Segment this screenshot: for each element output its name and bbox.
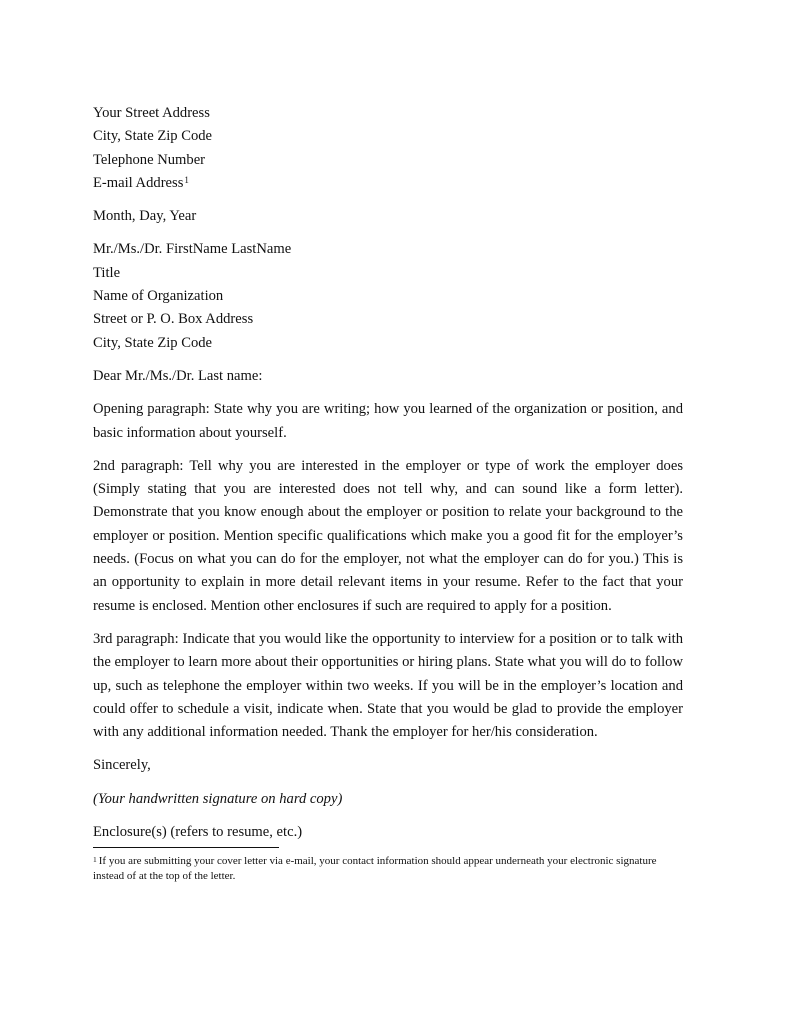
footnote: [93, 854, 683, 884]
sender-email: E-mail Address: [93, 174, 184, 191]
sender-city-state-zip: City, State Zip Code: [93, 128, 213, 145]
recipient-title: Title: [93, 264, 121, 281]
salutation: Dear Mr./Ms./Dr. Last name:: [93, 367, 263, 384]
sender-telephone: Telephone Number: [93, 151, 206, 168]
sender-address-block: [93, 102, 683, 195]
recipient-city-state-zip: City, State Zip Code: [93, 334, 213, 351]
enclosure-line: Enclosure(s) (refers to resume, etc.): [93, 824, 303, 841]
signature-note: (Your handwritten signature on hard copy): [93, 790, 343, 807]
footnote-text: If you are submitting your cover letter via e-mail, your contact information should appear underneath your electronic signature instead of at the top of the letter.: [93, 855, 657, 883]
recipient-name: Mr./Ms./Dr. FirstName LastName: [93, 241, 292, 258]
recipient-street: Street or P. O. Box Address: [93, 311, 254, 328]
second-paragraph: 2nd paragraph: Tell why you are interested in the employer or type of work the employer does (Simply stating that you are interested does not tell why, and can sound like a form letter). Demonstrate that you know enough about the employer or position to relate your background to the employer or position. Mention specific qualifications which make you a good fit for the employer’s needs. (Focus on what you can do for the employer, not what the employer can do for you.) This is an opportunity to explain in more detail relevant items in your resume. Refer to the fact that your resume is enclosed. Mention other enclosures if such are required to apply for a position.: [93, 457, 683, 614]
letter-date: Month, Day, Year: [93, 208, 197, 225]
footnote-reference: 1: [184, 174, 189, 185]
sender-street: Your Street Address: [93, 105, 210, 121]
sender-email-line: [93, 172, 683, 195]
footnote-marker: 1: [93, 855, 97, 865]
recipient-address-block: [93, 238, 683, 354]
closing: Sincerely,: [93, 757, 151, 774]
third-paragraph: 3rd paragraph: Indicate that you would like the opportunity to interview for a position or to talk with the employer to learn more about their opportunities or hiring plans. State what you will do to follow up, such as telephone the employer within two weeks. If you will be in the employer’s location and could offer to schedule a visit, indicate when. State that you would be glad to provide the employer with any additional information needed. Thank the employer for her/his consideration.: [93, 630, 683, 741]
footnote-divider: [93, 847, 279, 848]
opening-paragraph: Opening paragraph: State why you are writing; how you learned of the organization or position, and basic information about yourself.: [93, 401, 683, 441]
letter-body: [93, 102, 683, 884]
recipient-organization: Name of Organization: [93, 288, 224, 305]
